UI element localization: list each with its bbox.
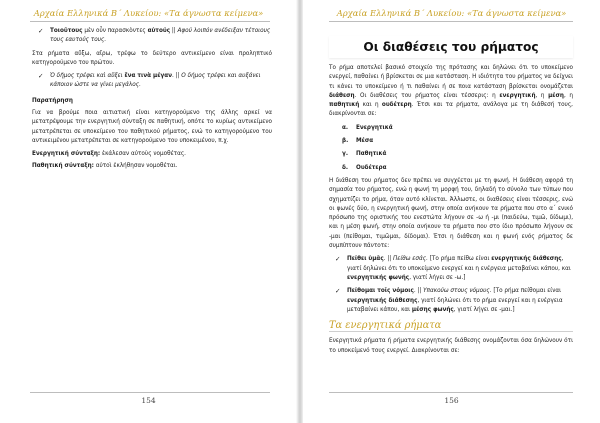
intro-text: , η [563,92,573,99]
explanation-emph: μέσης φωνής [411,306,454,313]
term-middle: μέση [548,92,564,99]
list-label: Ενεργητικά [356,124,393,131]
example-item [32,72,272,91]
intro-text: . Έτσι και τα ρήματα, ανάλογα με τη διάθεσή τους, διακρίνονται σε: [329,102,573,118]
list-item [329,137,573,146]
footer-rule [30,392,270,393]
page-number: 156 [444,396,459,405]
list-marker: δ. [342,164,349,171]
example-item [329,255,573,283]
header-rule [329,21,573,22]
explanation: , γιατί δηλώνει ότι το ρήμα ενεργεί και η ενέργεια μεταβαίνει κάπου, και [347,297,563,313]
separator: . || [413,288,424,295]
explanation-emph: ενεργητικής διάθεσης [347,297,418,304]
intro-paragraph [329,64,573,120]
passive-syntax-text: αὐτοὶ ἐκλήθησαν νομοθέται. [93,162,178,169]
header-rule [30,21,270,22]
separator: || [170,28,178,34]
explanation-emph: ενεργητικής φωνής [347,274,410,281]
running-header: Αρχαία Ελληνικά Β΄ Λυκείου: «Τα άγνωστα κείμενα» [33,8,264,18]
voice-list [329,124,573,173]
example-item [32,27,272,46]
separator: . || [383,256,393,263]
list-marker: β. [342,138,349,145]
translation: Πείθω εσάς. [392,256,428,263]
left-page [0,0,297,423]
greek-phrase: Ὁ δῆμος τρέφει καὶ αὔξει [50,73,125,80]
term-diathesi: διάθεση [329,92,355,99]
list-marker: α. [342,124,349,131]
footer-rule [329,392,573,393]
intro-text: Το ρήμα αποτελεί βασικό στοιχείο της πρότασης και δηλώνει ότι το υποκείμενο ενεργεί, παθαίνει ή βρίσκεται σε μια κατάσταση. Η ιδιότητα του ρήματος να δείχνει τι κάνει το υποκείμενο ή τι παθαίνει ή σε ποια κατάσταση βρίσκεται ονομάζεται [329,65,573,90]
left-page-body [32,27,272,173]
active-syntax-text: ἐκάλεσαν αὐτοὺς νομοθέτας. [100,151,186,158]
list-label: Ουδέτερα [356,164,387,171]
running-header: Αρχαία Ελληνικά Β΄ Λυκείου: «Τα άγνωστα κείμενα» [336,8,567,18]
separator: . || [172,73,182,80]
explanation: [Το ρήμα πείθομαι είναι [491,288,562,295]
greek-phrase: Πείθομαι τοῖς νόμοις [347,288,414,295]
intro-text: και η [359,102,382,109]
greek-phrase: Πείθει ὑμᾶς [347,256,384,263]
checkmark-icon: ✓ [38,72,44,81]
list-item [329,164,573,173]
page-number: 154 [141,396,156,405]
greek-phrase-emph: ἕνα τινὰ μέγαν [124,73,173,80]
intro-text: . Οι διαθέσεις του ρήματος είναι τέσσερις: η [354,92,500,99]
translation: Αφού λοιπόν ανέδειξαν τέτοιους τους εαυτούς τους. [50,28,271,44]
explanation: , γιατί δηλώνει ότι το υποκείμενο ενεργεί και η ενέργεια μεταβαίνει κάπου, και [347,256,571,272]
list-item [329,124,573,133]
passive-syntax-label: Παθητική σύνταξη: [32,162,94,169]
checkmark-icon: ✓ [335,287,341,296]
paragraph: Στα ρήματα αὔξω, αἴρω, τρέφω το δεύτερο αντικείμενο είναι προληπτικό κατηγορούμενο του πρώτου. [32,50,272,66]
subsection-rule [329,331,573,332]
greek-phrase: Τοιοῦτους [50,28,83,34]
explanation-emph: ενεργητικής διάθεσης [491,256,562,263]
term-neutral: ουδέτερη [381,102,412,109]
subsection-title: Τα ενεργητικά ρήματα [329,320,442,332]
active-syntax-line [32,150,272,159]
explanation: , γιατί λήγει σε -μαι.] [453,306,515,313]
right-page-body [329,64,573,360]
term-passive: παθητική [329,102,360,109]
section-title: Οι διαθέσεις του ρήματος [363,39,539,54]
paragraph: Ενεργητικά ρήματα ή ρήματα ενεργητικής διάθεσης ονομάζονται όσα δηλώνουν ότι το υποκείμενό τους ενεργεί. Διακρίνονται σε: [329,338,573,354]
greek-phrase-emph: αὑτούς [147,28,171,34]
right-page [303,0,600,423]
intro-text: , η [535,92,549,99]
list-label: Παθητικά [356,151,387,158]
passive-syntax-line [32,162,272,171]
greek-phrase-text: μὲν οὖν παρασκὸντες [82,28,148,34]
remark-heading: Παρατήρηση [32,97,73,104]
checkmark-icon: ✓ [38,27,44,35]
example-item [329,287,573,315]
active-syntax-label: Ενεργητική σύνταξη: [32,151,101,158]
section-title-box [329,36,573,58]
list-item [329,150,573,159]
explanation: , γιατί λήγει σε -ω.] [409,274,466,281]
translation: Ο δήμος τρέφει και αυξάνει κάποιον ώστε να γίνει μεγάλος. [50,73,261,89]
remark-text: Για να βρούμε ποια αιτιατική είναι κατηγορούμενο της άλλης αρκεί να μετατρέψουμε την ενεργητική σύνταξη σε παθητική, οπότε το κυρίως αντικείμενο μετατρέπεται σε υποκείμενο του παθητικού ρήματος, ενώ το κατηγορούμενο του αντικειμένου μετατρέπεται σε κατηγορούμενο του υποκειμένου, π.χ. [32,110,272,144]
term-active: ενεργητική [499,92,536,99]
translation: Υπακούω στους νόμους. [423,288,492,295]
list-label: Μέσα [356,138,374,145]
paragraph: Η διάθεση του ρήματος δεν πρέπει να συγχέεται με τη φωνή. Η διάθεση αφορά τη σημασία του ρήματος, ενώ η φωνή τη μορφή του, δηλαδή το σύνολο των τύπων που σχηματίζει το ρήμα, όταν αυτό κλίνεται. Άλλωστε, οι διαθέσεις είναι τέσσερις, ενώ οι φωνές δύο, η ενεργητική φωνή, στην οποία ανήκουν τα ρήματα που στο α΄ ενικό πρόσωπο της οριστικής του ενεστώτα λήγουν σε -ω ή -μι (παιδεύω, τιμῶ, δίδωμι), και η μέση φωνή, στην οποία ανήκουν τα ρήματα που στο ίδιο πρόσωπο λήγουν σε -μαι (πείθομαι, τιμῶμαι, δίδομαι). Έτσι η διάθεση και η φωνή ενός ρήματος δε συμπίπτουν πάντοτε: [329,177,573,250]
checkmark-icon: ✓ [335,255,341,264]
list-marker: γ. [342,151,349,158]
explanation: [Το ρήμα πείθω είναι [427,256,492,263]
